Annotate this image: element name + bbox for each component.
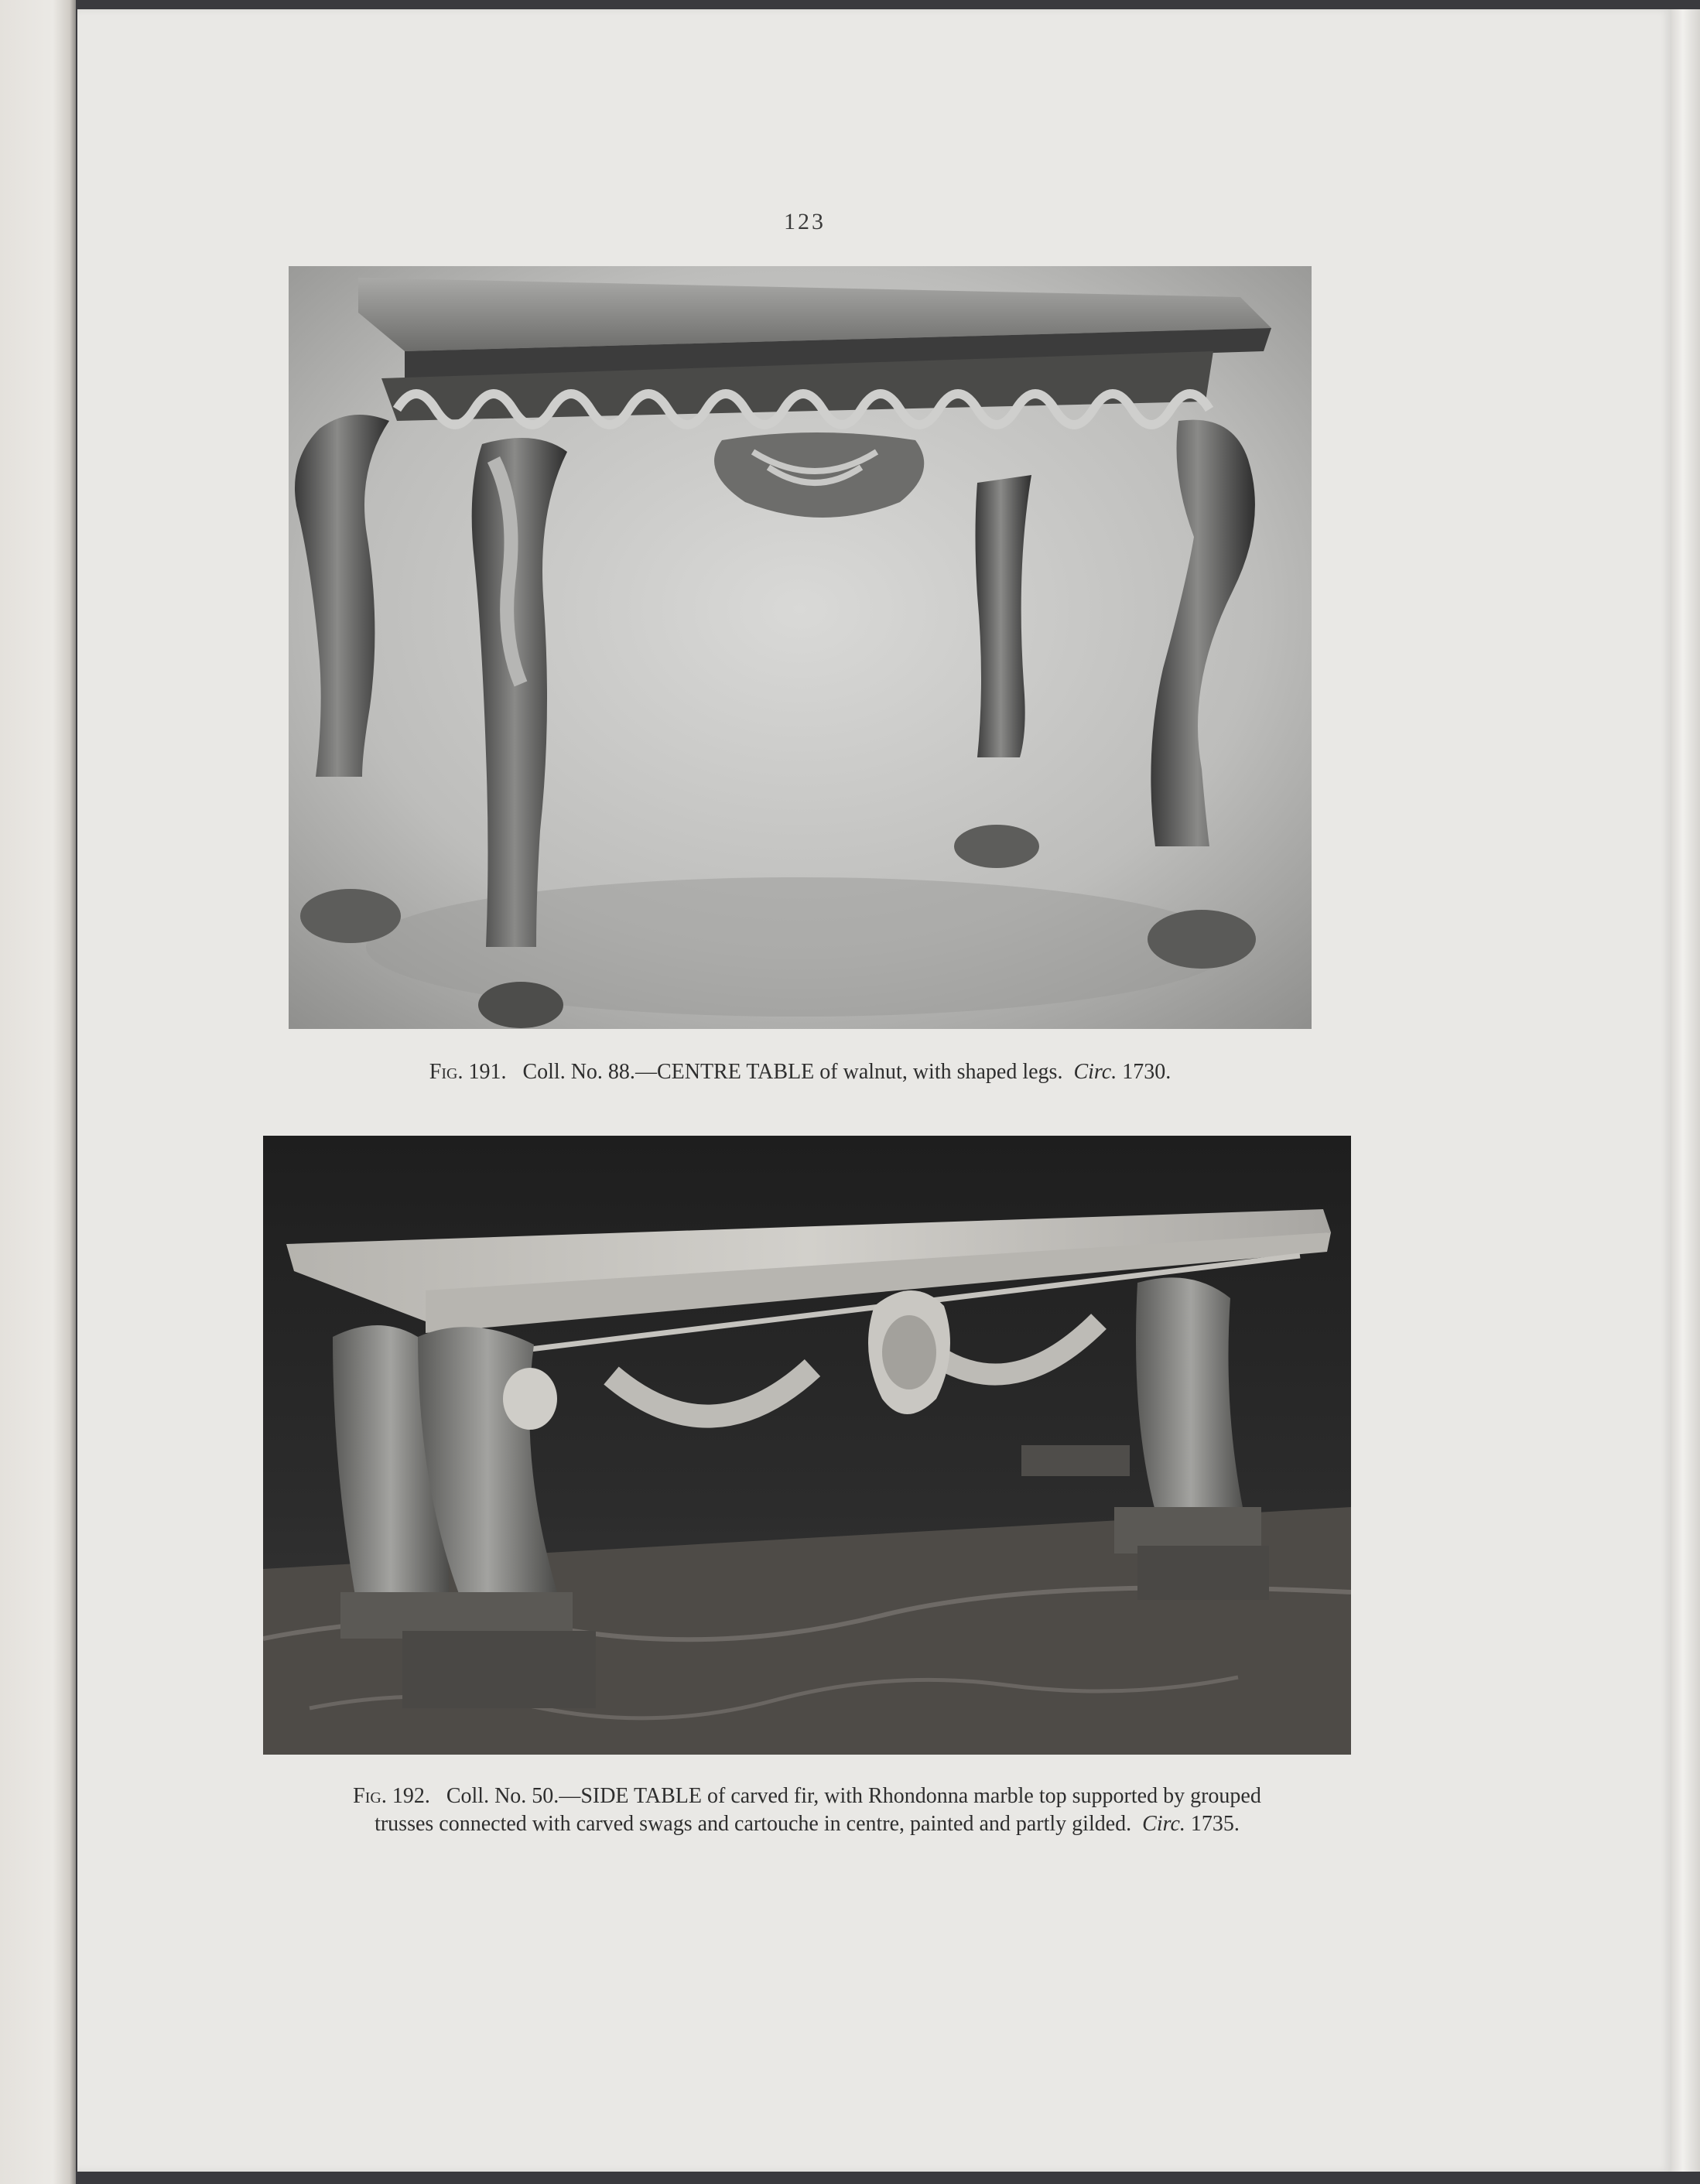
figure-description-line-1: of carved fir, with Rhondonna marble top supported by grouped	[707, 1784, 1261, 1808]
figure-description-line-2: trusses connected with carved swags and cartouche in centre, painted and partly gilded.	[375, 1812, 1132, 1836]
circa-label: Circ.	[1073, 1060, 1117, 1084]
figure-title: —SIDE TABLE	[559, 1784, 702, 1808]
figure-date: 1730.	[1122, 1060, 1172, 1084]
caption-figure-191	[289, 1058, 1312, 1086]
caption-figure-192	[263, 1782, 1351, 1838]
figure-title: —CENTRE TABLE	[635, 1060, 815, 1084]
figure-label: Fig. 192.	[353, 1784, 430, 1808]
collection-number: Coll. No. 88.	[522, 1060, 635, 1084]
caption-line-1	[263, 1782, 1351, 1810]
figure-description: of walnut, with shaped legs.	[819, 1060, 1063, 1084]
photo-centre-table	[289, 266, 1312, 1029]
caption-line-2	[263, 1810, 1351, 1838]
figure-date: 1735.	[1190, 1812, 1240, 1836]
collection-number: Coll. No. 50.	[446, 1784, 559, 1808]
figure-label: Fig. 191.	[429, 1060, 507, 1084]
photo-side-table	[263, 1136, 1351, 1755]
page-number: 123	[784, 209, 826, 234]
circa-label: Circ.	[1142, 1812, 1185, 1836]
page-right-edge	[1671, 9, 1700, 2172]
left-page-edge	[0, 0, 76, 2184]
